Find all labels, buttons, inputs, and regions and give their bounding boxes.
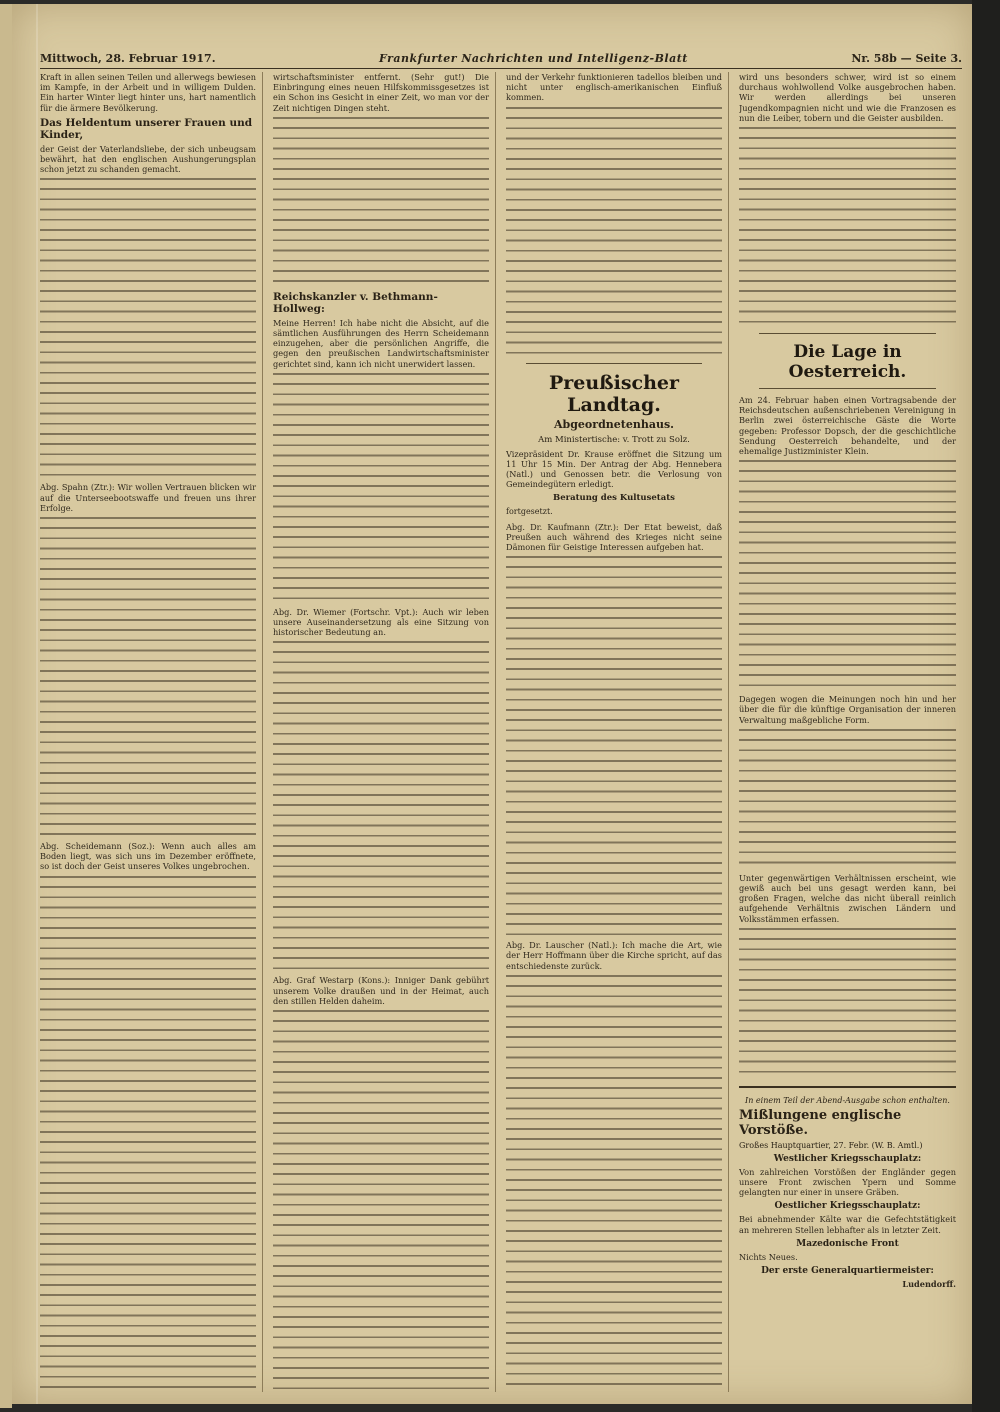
col3-meta: Am Ministertische: v. Trott zu Solz.	[538, 434, 690, 445]
col2-body-text	[273, 373, 489, 603]
col1-body-text	[40, 876, 256, 1392]
col4-western-front-heading: Westlicher Kriegsschauplatz:	[773, 1153, 922, 1164]
col1-body-text	[40, 178, 256, 478]
col4-signature-title: Der erste Generalquartiermeister:	[761, 1266, 934, 1277]
col4-eastern-front-text: Bei abnehmender Kälte war die Gefechtstätigkeit an mehreren Stellen lebhafter als in letzter Zeit.	[739, 1214, 956, 1235]
left-page-edge	[0, 4, 12, 1408]
col4-heading-vorstoesse: Mißlungene englische Vorstöße.	[739, 1107, 902, 1138]
col4-body-text	[739, 460, 956, 690]
page-fold	[36, 4, 38, 1404]
col3-paragraph: Vizepräsident Dr. Krause eröffnet die Sitzung um 11 Uhr 15 Min. Der Antrag der Abg. Hennebera (Natl.) und Genossen betr. die Verlosung von Gemeindegütern erledigt.	[506, 448, 722, 490]
col4-body-text	[739, 729, 956, 869]
header-page-number: Nr. 58b — Seite 3.	[851, 51, 962, 65]
col4-paragraph: Unter gegenwärtigen Verhältnissen erscheint, wie gewiß auch bei uns gesagt werden kann, bei großen Fragen, welche das nicht überall reinlich aufgehende Verhältnis zwischen Ländern und Volksstämmen erfassen.	[739, 872, 956, 924]
column-4	[739, 72, 962, 1392]
col4-body-text	[739, 127, 956, 327]
col2-heading: Reichskanzler v. Bethmann-Hollweg:	[273, 290, 438, 315]
col2-body-text	[273, 117, 489, 287]
col3-section-title: Beratung des Kultusetats	[553, 493, 675, 504]
col3-section-sub: fortgesetzt.	[506, 507, 553, 517]
col1-body-text	[40, 517, 256, 837]
column-1	[40, 72, 263, 1392]
col4-macedonian-front-heading: Mazedonische Front	[796, 1238, 899, 1249]
col4-macedonian-front-text: Nichts Neues.	[739, 1251, 798, 1262]
col4-eastern-front-heading: Oestlicher Kriegsschauplatz:	[774, 1201, 921, 1212]
col3-paragraph: Abg. Dr. Lauscher (Natl.): Ich mache die Art, wie der Herr Hoffmann über die Kirche spricht, auf das entschiedenste zurück.	[506, 940, 722, 971]
text-columns	[40, 72, 962, 1392]
col3-body-text	[506, 975, 722, 1392]
col2-paragraph: Abg. Dr. Wiemer (Fortschr. Vpt.): Auch wir leben unsere Auseinandersetzung als eine Sitzung von historischer Bedeutung an.	[273, 606, 489, 638]
col4-heading-oesterreich: Die Lage in Oesterreich.	[788, 342, 907, 383]
col4-paragraph: Dagegen wogen die Meinungen noch hin und her über die für die künftige Organisation der inneren Verwaltung maßgebliche Form.	[739, 694, 956, 725]
col2-paragraph: Abg. Graf Westarp (Kons.): Inniger Dank gebührt unserem Volke draußen und in der Heimat, auch den stillen Helden daheim.	[273, 975, 489, 1006]
col2-body-text	[273, 641, 489, 971]
col3-paragraph: Abg. Dr. Kaufmann (Ztr.): Der Etat beweist, daß Preußen auch während des Krieges nicht seine Dämonen für Geistige Interessen aufgeben hat.	[506, 521, 722, 553]
col4-western-front-text: Von zahlreichen Vorstößen der Engländer gegen unsere Front zwischen Ypern und Somme gelangten nur einer in unsere Gräben.	[739, 1166, 956, 1198]
column-2	[273, 72, 496, 1392]
scan-background	[972, 0, 1000, 1412]
col3-divider	[526, 363, 702, 364]
col2-body-text	[273, 1010, 489, 1392]
col4-divider	[759, 333, 936, 334]
col4-paragraph: Am 24. Februar haben einen Vortragsabende der Reichsdeutschen außenschriebenen Vereinigung in Berlin zwei österreichische Gäste die Worte gegeben: Professor Dopsch, der die geschichtliche Sendung Oesterreich behandelte, und der ehemalige Justizminister Klein.	[739, 395, 956, 457]
col3-paragraph: und der Verkehr funktionieren tadellos bleiben und nicht unter englisch-amerikanischen Einfluß kommen.	[506, 72, 722, 103]
header-date: Mittwoch, 28. Februar 1917.	[40, 51, 216, 65]
header-masthead: Frankfurter Nachrichten und Intelligenz-Blatt	[378, 51, 688, 65]
col3-subheading: Abgeordnetenhaus.	[554, 417, 674, 431]
col4-divider	[759, 388, 936, 389]
col4-note: In einem Teil der Abend-Ausgabe schon enthalten.	[745, 1095, 950, 1105]
col1-heading: Das Heldentum unserer Frauen und Kinder,	[40, 116, 253, 141]
col4-divider-thick	[739, 1086, 956, 1088]
page-header	[40, 48, 962, 69]
col2-paragraph: Meine Herren! Ich habe nicht die Absicht, auf die sämtlichen Ausführungen des Herrn Scheidemann einzugehen, aber die persönlichen Angriffe, die gegen den preußischen Landwirtschaftsminister gerichtet sind, kann ich nicht unerwidert lassen.	[273, 317, 489, 369]
col3-body-text	[506, 556, 722, 936]
col3-heading-landtag: Preußischer Landtag.	[548, 371, 680, 416]
col4-body-text	[739, 928, 956, 1078]
col4-paragraph: wird uns besonders schwer, wird ist so einem durchaus wohlwollend Volke ausgebrochen haben. Wir werden allerdings bei unseren Jugendkompagnien nicht und wie die Franzosen es nun die Leiber, tobern und die Geister ausbilden.	[739, 72, 956, 123]
col3-body-text	[506, 107, 722, 357]
column-3	[506, 72, 729, 1392]
col1-paragraph: Abg. Scheidemann (Soz.): Wenn auch alles am Boden liegt, was sich uns im Dezember eröffnete, so ist doch der Geist unseres Volkes ungebrochen.	[40, 841, 256, 872]
col4-dateline: Großes Hauptquartier, 27. Febr. (W. B. Amtl.)	[739, 1140, 923, 1150]
col1-paragraph: Abg. Spahn (Ztr.): Wir wollen Vertrauen blicken wir auf die Unterseebootswaffe und freuen uns ihrer Erfolge.	[40, 482, 256, 513]
col2-paragraph: wirtschaftsminister entfernt. (Sehr gut!) Die Einbringung eines neuen Hilfskommissgesetzes ist ein Schon ins Gesicht in einer Zeit, wo man vor der Zeit nichtigen Dingen steht.	[273, 72, 489, 113]
col4-signature-name: Ludendorff.	[902, 1279, 956, 1290]
col1-paragraph: Kraft in allen seinen Teilen und allerwegs bewiesen im Kampfe, in der Arbeit und in willigem Dulden. Ein harter Winter liegt hinter uns, hart namentlich für die ärmere Bevölkerung.	[40, 72, 256, 113]
col1-paragraph: der Geist der Vaterlandsliebe, der sich unbeugsam bewährt, hat den englischen Aushungerungsplan schon jetzt zu schanden gemacht.	[40, 143, 256, 175]
